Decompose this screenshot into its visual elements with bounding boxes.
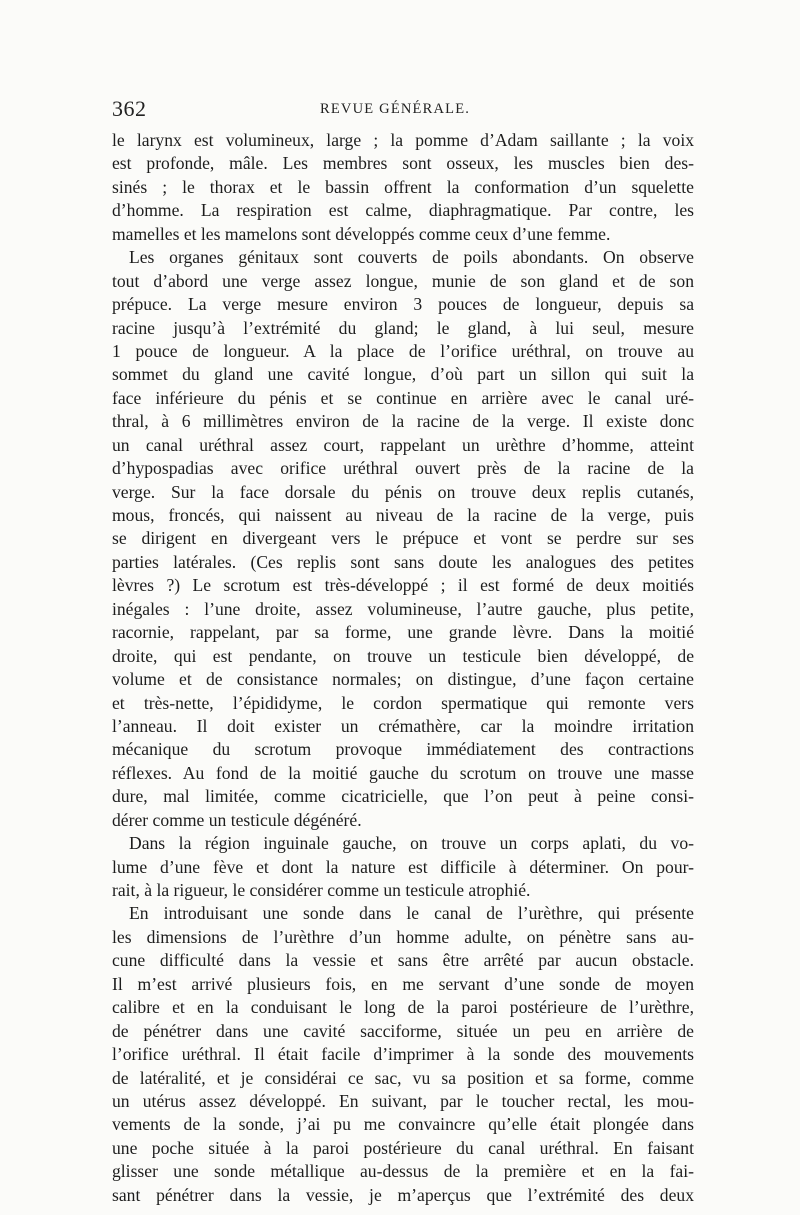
- text-line: mécanique du scrotum provoque immédiatement des contractions: [112, 739, 694, 760]
- text-line: lèvres ?) Le scrotum est très-développé ; il est formé de deux moitiés: [112, 575, 694, 596]
- body-text: [112, 129, 694, 1207]
- text-line: une poche située à la paroi postérieure du canal uréthral. En faisant: [112, 1137, 694, 1158]
- page-number: 362: [112, 96, 147, 121]
- text-line: se dirigent en divergeant vers le prépuce et vont se perdre sur ses: [112, 528, 694, 549]
- text-line: l’anneau. Il doit exister un crémathère, car la moindre irritation: [112, 715, 694, 736]
- text-line: Les organes génitaux sont couverts de poils abondants. On observe: [129, 247, 694, 268]
- text-line: verge. Sur la face dorsale du pénis on trouve deux replis cutanés,: [112, 481, 694, 502]
- text-line: le larynx est volumineux, large ; la pomme d’Adam saillante ; la voix: [112, 130, 694, 150]
- text-line: un utérus assez développé. En suivant, par le toucher rectal, les mou-: [112, 1090, 694, 1111]
- text-line: En introduisant une sonde dans le canal de l’urèthre, qui présente: [129, 903, 694, 924]
- text-line: droite, qui est pendante, on trouve un testicule bien développé, de: [112, 645, 694, 666]
- text-line: est profonde, mâle. Les membres sont osseux, les muscles bien des-: [112, 153, 694, 174]
- text-line: sommet du gland une cavité longue, d’où part un sillon qui suit la: [112, 364, 694, 385]
- text-line: volume et de consistance normales; on distingue, d’une façon certaine: [112, 669, 694, 690]
- text-line: Dans la région inguinale gauche, on trouve un corps aplati, du vo-: [129, 833, 695, 854]
- text-line: d’hypospadias avec orifice uréthral ouvert près de la racine de la: [112, 458, 694, 479]
- running-head: REVUE GÉNÉRALE.: [320, 101, 471, 117]
- text-line: racine jusqu’à l’extrémité du gland; le gland, à lui seul, mesure: [112, 317, 694, 338]
- text-line: face inférieure du pénis et se continue en arrière avec le canal uré-: [112, 387, 694, 408]
- text-line: les dimensions de l’urèthre d’un homme adulte, on pénètre sans au-: [112, 926, 694, 947]
- text-line: rait, à la rigueur, le considérer comme un testicule atrophié.: [112, 880, 531, 900]
- text-line: racornie, rappelant, par sa forme, une grande lèvre. Dans la moitié: [112, 622, 694, 643]
- text-line: 1 pouce de longueur. A la place de l’orifice uréthral, on trouve au: [112, 340, 694, 361]
- text-line: sinés ; le thorax et le bassin offrent la conformation d’un squelette: [112, 176, 694, 197]
- text-line: tout d’abord une verge assez longue, munie de son gland et de son: [112, 270, 694, 291]
- text-line: inégales : l’une droite, assez volumineuse, l’autre gauche, plus petite,: [112, 598, 694, 619]
- text-line: mous, froncés, qui naissent au niveau de la racine de la verge, puis: [112, 505, 694, 525]
- text-line: réflexes. Au fond de la moitié gauche du scrotum on trouve une masse: [112, 762, 694, 783]
- text-line: calibre et en la conduisant le long de la paroi postérieure de l’urèthre,: [112, 997, 694, 1018]
- text-line: de pénétrer dans une cavité sacciforme, située un peu en arrière de: [112, 1020, 694, 1041]
- text-line: sant pénétrer dans la vessie, je m’aperçus que l’extrémité des deux: [112, 1184, 694, 1205]
- text-line: un canal uréthral assez court, rappelant un urèthre d’homme, atteint: [112, 434, 694, 455]
- text-line: dérer comme un testicule dégénéré.: [112, 809, 362, 830]
- text-line: vements de la sonde, j’ai pu me convaincre qu’elle était plongée dans: [112, 1114, 694, 1135]
- text-line: thral, à 6 millimètres environ de la racine de la verge. Il existe donc: [112, 411, 695, 432]
- text-line: Il m’est arrivé plusieurs fois, en me servant d’une sonde de moyen: [112, 973, 694, 994]
- text-line: d’homme. La respiration est calme, diaphragmatique. Par contre, les: [112, 200, 694, 221]
- page-header: [112, 96, 694, 122]
- text-line: glisser une sonde métallique au-dessus de la première et en la fai-: [112, 1161, 694, 1182]
- text-line: de latéralité, et je considérai ce sac, vu sa position et sa forme, comme: [112, 1067, 694, 1088]
- text-line: l’orifice uréthral. Il était facile d’imprimer à la sonde des mouvements: [112, 1044, 694, 1065]
- text-line: prépuce. La verge mesure environ 3 pouces de longueur, depuis sa: [112, 294, 694, 315]
- text-line: mamelles et les mamelons sont développés comme ceux d’une femme.: [112, 223, 611, 244]
- text-line: lume d’une fève et dont la nature est difficile à déterminer. On pour-: [112, 856, 695, 877]
- text-line: parties latérales. (Ces replis sont sans doute les analogues des petites: [112, 551, 694, 572]
- text-line: dure, mal limitée, comme cicatricielle, que l’on peut à peine consi-: [112, 786, 694, 807]
- text-line: et très-nette, l’épididyme, le cordon spermatique qui remonte vers: [112, 692, 694, 713]
- text-line: cune difficulté dans la vessie et sans être arrêté par aucun obstacle.: [112, 950, 694, 971]
